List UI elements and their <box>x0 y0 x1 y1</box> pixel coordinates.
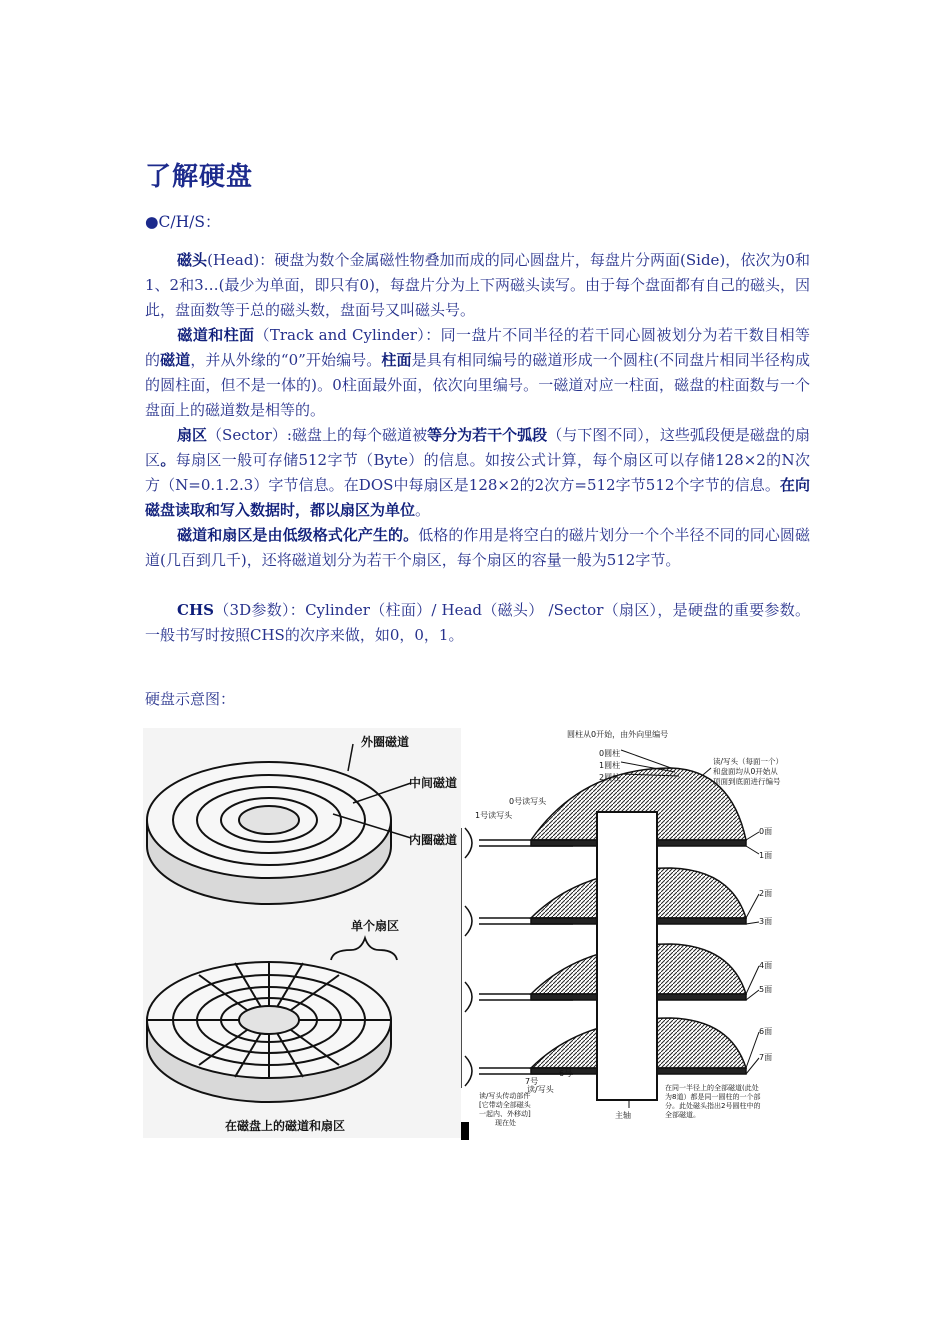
paragraph-text: 低格的作用是将空白的磁片划分一个个半径不同的同心圆磁道(几百到几千)，还将磁道划分为若干个扇区，每个扇区的容量一般为512字节。 <box>145 526 810 569</box>
label-spindle: 主轴 <box>615 1111 631 1120</box>
paragraph-text: 每扇区一般可存储512字节（Byte）的信息。如按公式计算，每个扇区可以存储128×2的N次方（N=0.1.2.3）字节信息。在DOS中每扇区是128×2的2次方=512字节512个字节的信息。 <box>145 451 810 494</box>
label-cylinder-numbering: 圆柱从0开始，由外向里编号 <box>567 730 669 739</box>
label-cylinder-1: 1圆柱 <box>599 761 621 770</box>
label-note-2: 为8道）都是同一圆柱的一个部 <box>665 1093 761 1101</box>
paragraph-chs <box>145 598 810 648</box>
label-face-6: 6面 <box>759 1027 773 1036</box>
label-outer-track: 外圈磁道 <box>361 735 410 749</box>
emphasis-period: 。 <box>160 451 176 469</box>
term-head: 磁头 <box>177 251 208 269</box>
label-face-2: 2面 <box>759 889 773 898</box>
spindle <box>597 812 657 1100</box>
label-head-7: 7号 <box>525 1077 539 1086</box>
paragraph-track-cylinder <box>145 323 810 423</box>
label-head-note-2: 和盘面均从0开始从 <box>713 767 778 776</box>
figure-caption: 硬盘示意图： <box>145 690 236 708</box>
label-head-1: 1号读写头 <box>475 811 513 820</box>
page-title: 了解硬盘 <box>145 162 254 192</box>
term-sector: 扇区 <box>177 426 208 444</box>
term-track-cylinder: 磁道和柱面 <box>177 326 255 344</box>
label-cylinder-2: 2圆柱 <box>599 773 621 782</box>
label-head-note-1: 读/写头（每面一个） <box>713 757 784 766</box>
section-heading: ●C/H/S： <box>145 213 221 231</box>
label-rw-head: 读/写头 <box>527 1085 554 1094</box>
bottom-disk <box>147 962 391 1102</box>
label-face-5: 5面 <box>759 985 773 994</box>
paragraph-text: （与下图不同），这些弧段便是磁盘的扇区 <box>145 426 810 469</box>
paragraph-text: 。 <box>415 501 431 519</box>
label-bottom-caption: 在磁盘上的磁道和扇区 <box>225 1119 346 1133</box>
tracks-sectors-figure <box>143 728 461 1138</box>
label-cylinder-0: 0圆柱 <box>599 749 621 758</box>
emphasis-cylinder: 柱面 <box>381 351 412 369</box>
emphasis-unit: 在向磁盘读取和写入数据时，都以扇区为单位 <box>145 476 810 519</box>
label-head-6: 6号 <box>559 1069 573 1078</box>
label-actuator-2: [它带动全部磁头 <box>479 1101 531 1109</box>
label-middle-track: 中间磁道 <box>409 776 458 790</box>
paragraph-text: （3D参数）：Cylinder（柱面）/ Head（磁头） /Sector（扇区），是硬盘的重要参数。一般书写时按照CHS的次序来做，如0，0，1。 <box>145 601 810 644</box>
label-note-1: 在同一半径上的全部磁道(此处 <box>665 1084 759 1092</box>
term-chs: CHS <box>177 601 214 619</box>
paragraph-text: （Track and Cylinder）：同一盘片不同半径的若干同心圆被划分为若干数目相等的 <box>145 326 810 369</box>
label-inner-track: 内圈磁道 <box>409 833 458 847</box>
label-head-note-3: 顶面到底面进行编号 <box>713 777 781 786</box>
label-face-0: 0面 <box>759 827 773 836</box>
paragraph-text: 是具有相同编号的磁道形成一个圆柱(不同盘片相同半径构成的圆柱面，但不是一体的)。0柱面最外面，依次向里编号。一磁道对应一柱面，磁盘的柱面数与一个盘面上的磁道数是相等的。 <box>145 351 810 419</box>
paragraph-sector <box>145 423 810 523</box>
label-actuator-3: 一起内、外移动] <box>479 1110 531 1118</box>
emphasis-arcs: 等分为若干个弧段 <box>427 426 548 444</box>
paragraph-text: (Head)：硬盘为数个金属磁性物叠加而成的同心圆盘片，每盘片分两面(Side)，依次为0和1、2和3…(最少为单面，即只有0)，每盘片分为上下两磁头读写。由于每个盘面都有自己的磁头，因此，盘面数等于总的磁头数，盘面号又叫磁头号。 <box>145 251 810 319</box>
emphasis-track: 磁道 <box>160 351 191 369</box>
paragraph-text: ，并从外缘的“0”开始编号。 <box>190 351 382 369</box>
label-face-1: 1面 <box>759 851 773 860</box>
label-face-3: 3面 <box>759 917 773 926</box>
scan-mark <box>461 1122 469 1140</box>
paragraph-text: （Sector）:磁盘上的每个磁道被 <box>207 426 428 444</box>
paragraph-head <box>145 248 810 323</box>
label-head-0: 0号读写头 <box>509 797 547 806</box>
term-lowlevel-format: 磁道和扇区是由低级格式化产生的。 <box>177 526 419 544</box>
sector-brace <box>331 938 397 960</box>
label-note-3: 分。此处磁头指出2号圆柱中的 <box>665 1102 761 1110</box>
label-actuator-4: 现在处 <box>495 1119 516 1127</box>
top-disk <box>147 762 391 904</box>
label-note-4: 全部磁道。 <box>665 1111 700 1119</box>
cylinder-heads-diagram <box>461 728 811 1140</box>
label-face-7: 7面 <box>759 1053 773 1062</box>
label-single-sector: 单个扇区 <box>351 919 400 933</box>
paragraph-lowlevel-format <box>145 523 810 573</box>
tracks-sectors-diagram <box>143 728 461 1138</box>
label-face-4: 4面 <box>759 961 773 970</box>
cylinder-heads-figure <box>461 728 811 1140</box>
label-actuator-1: 读/写头传动部件 <box>479 1092 531 1100</box>
